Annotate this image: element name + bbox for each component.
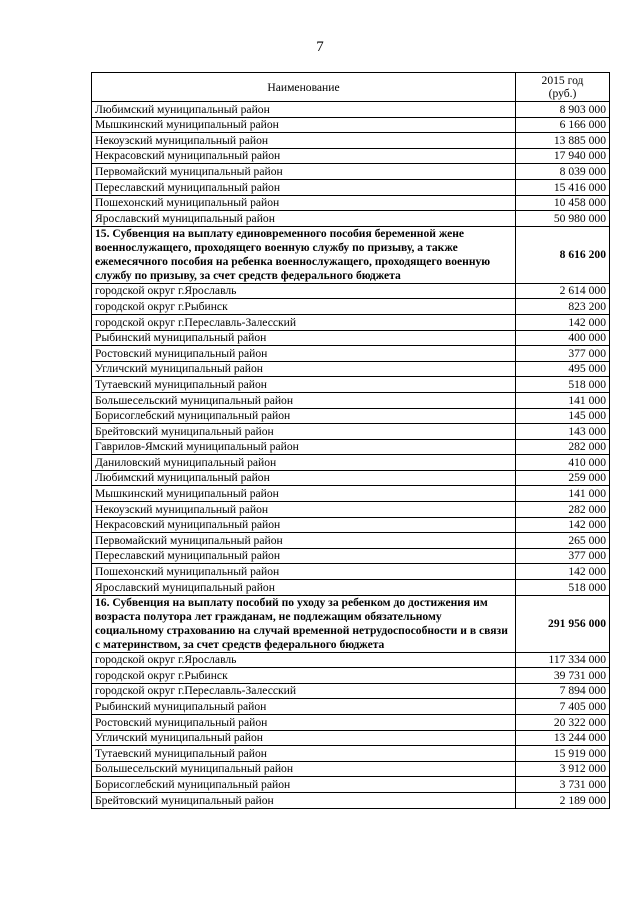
row-value: 145 000	[516, 408, 610, 424]
table-row	[92, 164, 610, 180]
table-row	[92, 746, 610, 762]
row-name: Любимский муниципальный район	[92, 470, 516, 486]
row-name: Некоузский муниципальный район	[92, 502, 516, 518]
table-row	[92, 283, 610, 299]
table-row	[92, 699, 610, 715]
section16-title: 16. Субвенция на выплату пособий по уходу за ребенком до достижения им возраста полутора лет гражданам, не подлежащим обязательному социальному страхованию на случай временной нетрудоспособности и в связи с материнством, за счет средств федерального бюджета	[92, 595, 516, 652]
table-row	[92, 455, 610, 471]
page-number: 7	[316, 39, 324, 55]
row-value: 6 166 000	[516, 117, 610, 133]
section15-title-row	[92, 226, 610, 283]
row-name: Любимский муниципальный район	[92, 102, 516, 118]
table-row	[92, 346, 610, 362]
table-row	[92, 761, 610, 777]
row-name: Ярославский муниципальный район	[92, 211, 516, 227]
row-value: 282 000	[516, 439, 610, 455]
row-name: Борисоглебский муниципальный район	[92, 777, 516, 793]
section16-total: 291 956 000	[516, 595, 610, 652]
row-value: 377 000	[516, 346, 610, 362]
row-value: 13 244 000	[516, 730, 610, 746]
table-row	[92, 548, 610, 564]
row-value: 518 000	[516, 580, 610, 596]
row-value: 3 912 000	[516, 761, 610, 777]
row-value: 259 000	[516, 470, 610, 486]
row-name: Ярославский муниципальный район	[92, 580, 516, 596]
table-row	[92, 330, 610, 346]
table-row	[92, 470, 610, 486]
row-value: 50 980 000	[516, 211, 610, 227]
row-name: Некрасовский муниципальный район	[92, 148, 516, 164]
row-value: 8 039 000	[516, 164, 610, 180]
row-value: 15 919 000	[516, 746, 610, 762]
row-value: 20 322 000	[516, 715, 610, 731]
row-name: Пошехонский муниципальный район	[92, 564, 516, 580]
header-year	[516, 73, 610, 102]
row-value: 265 000	[516, 533, 610, 549]
row-value: 2 189 000	[516, 792, 610, 808]
table-row	[92, 102, 610, 118]
row-name: городской округ г.Переславль-Залесский	[92, 683, 516, 699]
row-value: 823 200	[516, 299, 610, 315]
table-row	[92, 668, 610, 684]
row-value: 495 000	[516, 361, 610, 377]
row-value: 282 000	[516, 502, 610, 518]
table-row	[92, 683, 610, 699]
row-value: 8 903 000	[516, 102, 610, 118]
row-value: 410 000	[516, 455, 610, 471]
table-row	[92, 652, 610, 668]
row-name: городской округ г.Переславль-Залесский	[92, 314, 516, 330]
row-name: городской округ г.Ярославль	[92, 283, 516, 299]
row-name: Мышкинский муниципальный район	[92, 486, 516, 502]
table-row	[92, 486, 610, 502]
row-name: Угличский муниципальный район	[92, 730, 516, 746]
row-name: городской округ г.Ярославль	[92, 652, 516, 668]
header-year-line1: 2015 год	[541, 74, 584, 87]
row-name: Ростовский муниципальный район	[92, 715, 516, 731]
table-row	[92, 299, 610, 315]
table-row	[92, 377, 610, 393]
row-name: Даниловский муниципальный район	[92, 455, 516, 471]
row-value: 141 000	[516, 486, 610, 502]
table-row	[92, 117, 610, 133]
row-name: Тутаевский муниципальный район	[92, 377, 516, 393]
row-value: 142 000	[516, 564, 610, 580]
row-value: 400 000	[516, 330, 610, 346]
row-name: Гаврилов-Ямский муниципальный район	[92, 439, 516, 455]
row-name: Переславский муниципальный район	[92, 179, 516, 195]
row-value: 377 000	[516, 548, 610, 564]
row-value: 141 000	[516, 392, 610, 408]
header-name: Наименование	[92, 73, 516, 102]
row-name: Рыбинский муниципальный район	[92, 699, 516, 715]
row-name: Рыбинский муниципальный район	[92, 330, 516, 346]
row-value: 3 731 000	[516, 777, 610, 793]
row-name: Мышкинский муниципальный район	[92, 117, 516, 133]
row-value: 7 405 000	[516, 699, 610, 715]
table-row	[92, 392, 610, 408]
table-row	[92, 777, 610, 793]
row-name: Борисоглебский муниципальный район	[92, 408, 516, 424]
table-row	[92, 730, 610, 746]
row-value: 142 000	[516, 314, 610, 330]
table-row	[92, 133, 610, 149]
row-value: 39 731 000	[516, 668, 610, 684]
table-row	[92, 580, 610, 596]
row-name: Угличский муниципальный район	[92, 361, 516, 377]
row-value: 2 614 000	[516, 283, 610, 299]
row-name: Первомайский муниципальный район	[92, 164, 516, 180]
row-name: городской округ г.Рыбинск	[92, 299, 516, 315]
row-name: городской округ г.Рыбинск	[92, 668, 516, 684]
row-name: Первомайский муниципальный район	[92, 533, 516, 549]
table-row	[92, 211, 610, 227]
row-value: 7 894 000	[516, 683, 610, 699]
table-row	[92, 715, 610, 731]
row-value: 518 000	[516, 377, 610, 393]
row-value: 142 000	[516, 517, 610, 533]
row-name: Брейтовский муниципальный район	[92, 424, 516, 440]
row-value: 143 000	[516, 424, 610, 440]
row-value: 17 940 000	[516, 148, 610, 164]
row-value: 15 416 000	[516, 179, 610, 195]
row-name: Большесельский муниципальный район	[92, 392, 516, 408]
table-row	[92, 148, 610, 164]
row-name: Ростовский муниципальный район	[92, 346, 516, 362]
row-name: Брейтовский муниципальный район	[92, 792, 516, 808]
table-header-row	[92, 73, 610, 102]
row-name: Тутаевский муниципальный район	[92, 746, 516, 762]
row-name: Переславский муниципальный район	[92, 548, 516, 564]
table-row	[92, 179, 610, 195]
table-row	[92, 533, 610, 549]
row-name: Некоузский муниципальный район	[92, 133, 516, 149]
section16-title-row	[92, 595, 610, 652]
table-row	[92, 314, 610, 330]
section15-total: 8 616 200	[516, 226, 610, 283]
row-value: 10 458 000	[516, 195, 610, 211]
table-row	[92, 408, 610, 424]
subsidy-table	[91, 72, 610, 809]
row-name: Большесельский муниципальный район	[92, 761, 516, 777]
table-row	[92, 564, 610, 580]
row-name: Пошехонский муниципальный район	[92, 195, 516, 211]
table-row	[92, 517, 610, 533]
section15-title: 15. Субвенция на выплату единовременного пособия беременной жене военнослужащего, проходящего военную службу по призыву, а также ежемесячного пособия на ребенка военнослужащего, проходящего военную службу по призыву, за счет средств федерального бюджета	[92, 226, 516, 283]
table-row	[92, 424, 610, 440]
header-year-line2: (руб.)	[548, 87, 577, 100]
table-row	[92, 361, 610, 377]
row-name: Некрасовский муниципальный район	[92, 517, 516, 533]
table-row	[92, 195, 610, 211]
row-value: 117 334 000	[516, 652, 610, 668]
table-row	[92, 792, 610, 808]
row-value: 13 885 000	[516, 133, 610, 149]
table-row	[92, 502, 610, 518]
table-row	[92, 439, 610, 455]
